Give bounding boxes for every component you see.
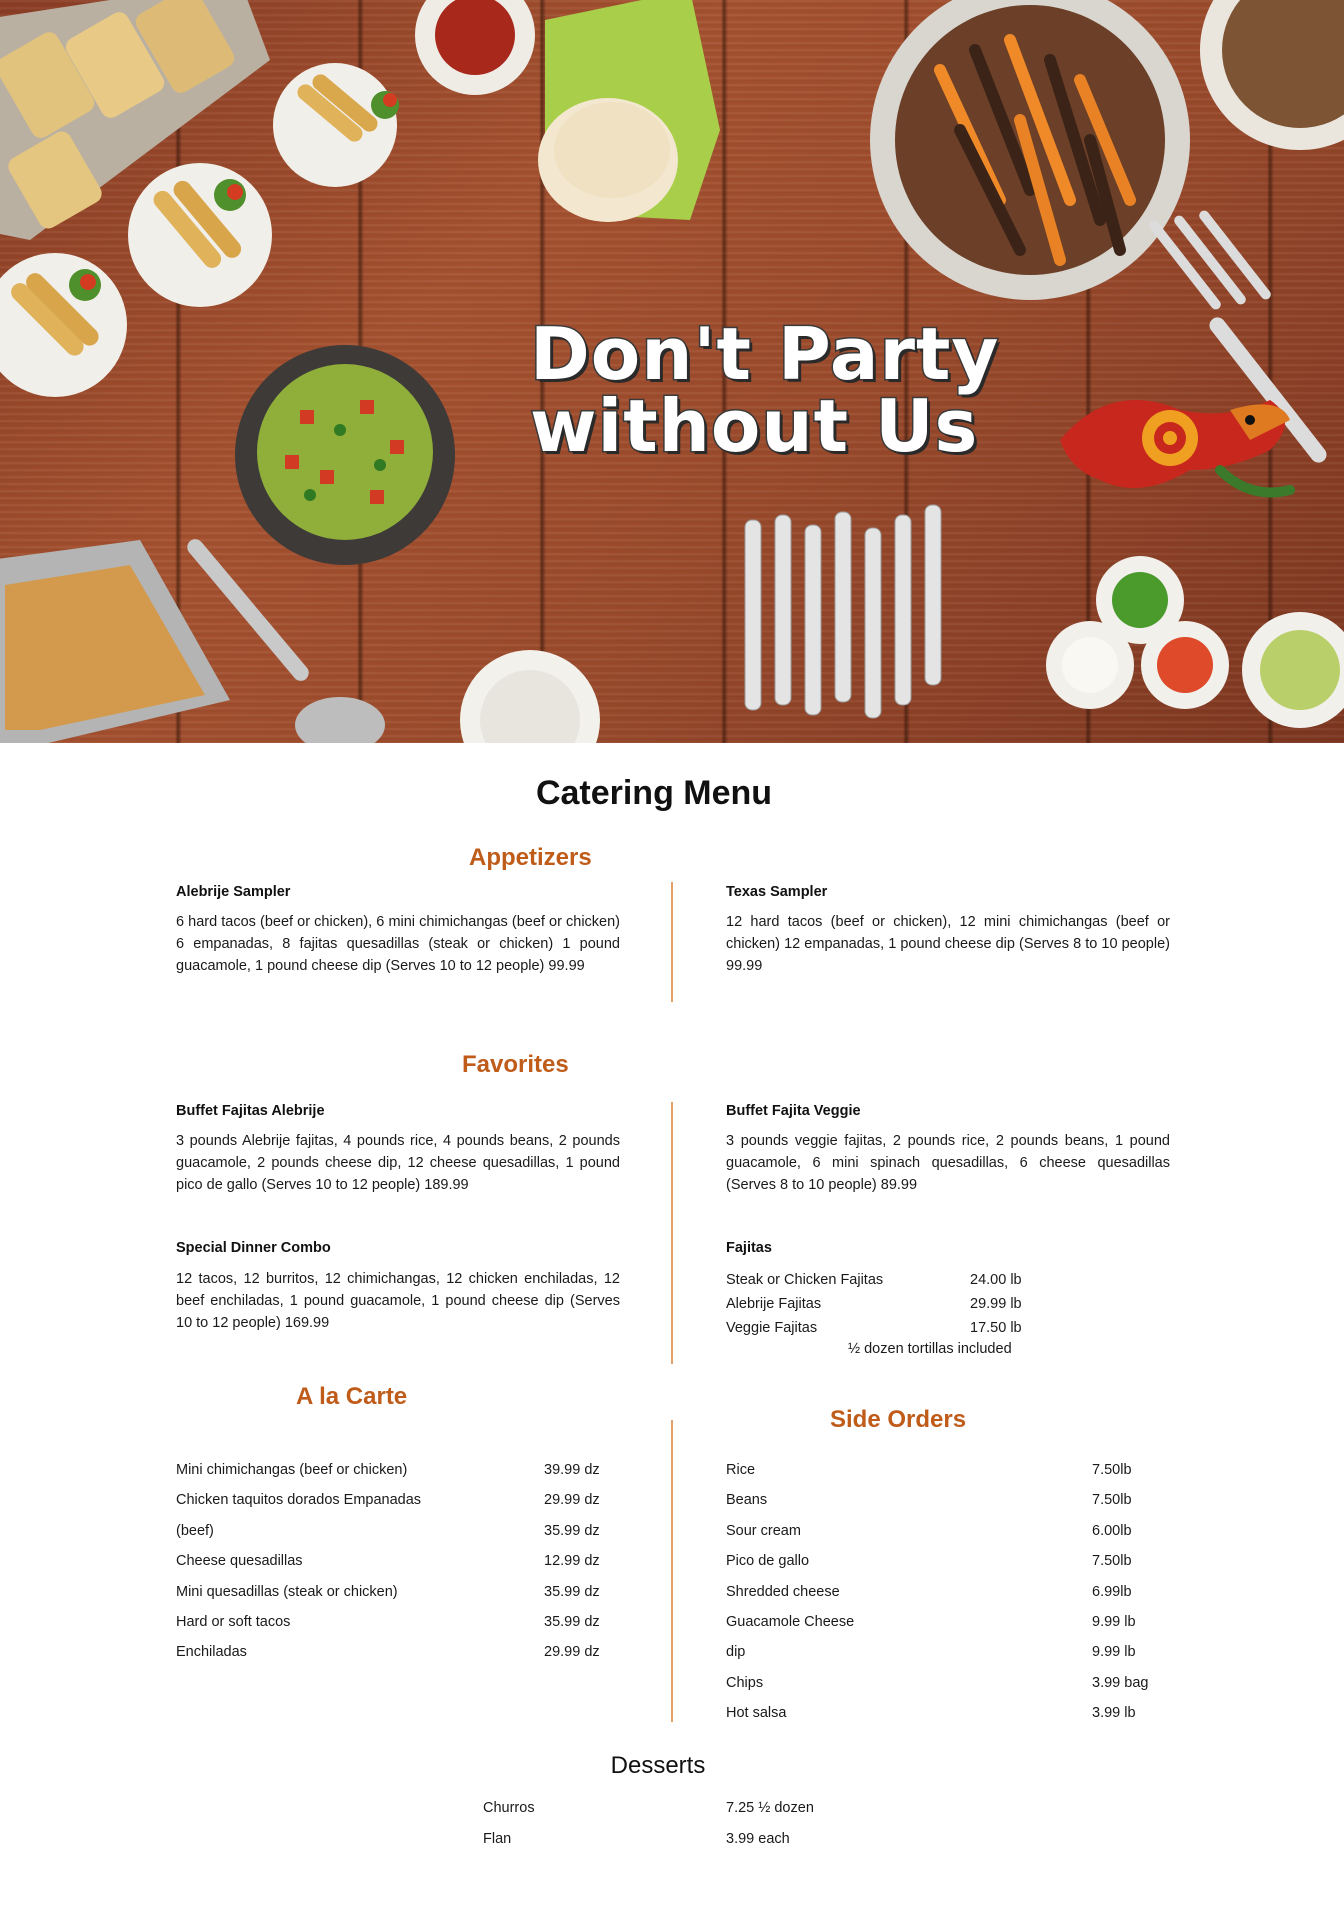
item-desc-alebrije-sampler: 6 hard tacos (beef or chicken), 6 mini chimichangas (beef or chicken) 6 empanadas, 8 fajitas quesadillas (steak or chicken) 1 pound guacamole, 1 pound cheese dip (Serves 10 to 12 people) 99.99 [176,914,620,974]
dessert-row-name: Flan [483,1831,512,1847]
item-title-alebrije-sampler: Alebrije Sampler [176,884,291,900]
side-order-row-price: 7.50lb [1092,1492,1132,1509]
side-order-row-name: Rice [726,1462,756,1478]
alebrije-logo [1060,400,1290,493]
a-la-carte-row-price: 29.99 dz [544,1644,600,1661]
salsa-bowl [415,0,535,95]
fajitas-row-price: 29.99 lb [970,1296,1022,1312]
a-la-carte-row-name: Cheese quesadillas [176,1553,303,1570]
side-order-row-price: 9.99 lb [1092,1644,1136,1661]
side-order-row-price: 7.50lb [1092,1553,1132,1570]
side-order-row-price: 6.99lb [1092,1583,1132,1600]
side-order-row-name: Pico de gallo [726,1553,810,1570]
item-title-buffet-fajitas-alebrije: Buffet Fajitas Alebrije [176,1103,325,1119]
side-order-row-price: 9.99 lb [1092,1614,1136,1630]
a-la-carte-row-name: Mini quesadillas (steak or chicken) [176,1583,398,1600]
dessert-row-price: 7.25 ½ dozen [726,1800,814,1816]
pico-bowl [1141,621,1229,709]
section-title-a-la-carte: A la Carte [296,1383,408,1410]
hero-banner [0,0,1344,743]
rice-tray [0,540,230,743]
fajitas-row-price: 17.50 lb [970,1320,1022,1336]
a-la-carte-row-price: 12.99 dz [544,1553,600,1570]
forks-row [745,505,941,718]
hero-headline [530,312,1000,468]
item-desc-texas-sampler: 12 hard tacos (beef or chicken), 12 mini chimichangas (beef or chicken) 12 empanadas, 1 pound cheese dip (Serves 8 to 10 people) 99.99 [726,914,1170,974]
item-title-fajitas: Fajitas [726,1240,772,1256]
section-title-favorites: Favorites [462,1051,569,1078]
flautas-plate [0,253,127,397]
a-la-carte-row-price: 29.99 dz [544,1492,600,1509]
a-la-carte-row-price: 35.99 dz [544,1522,600,1539]
shredded-meat-bowl [1200,0,1344,150]
side-order-row-name: Shredded cheese [726,1583,840,1600]
side-order-row-price: 7.50lb [1092,1462,1132,1478]
item-desc-special-dinner-combo: 12 tacos, 12 burritos, 12 chimichangas, 12 chicken enchiladas, 12 beef enchiladas, 1 pound guacamole, 1 pound cheese dip (Serves 10 to 12 people) 169.99 [176,1271,620,1331]
dessert-row-price: 3.99 each [726,1831,790,1847]
page-title: Catering Menu [535,774,773,812]
item-desc-buffet-fajitas-alebrije: 3 pounds Alebrije fajitas, 4 pounds rice, 4 pounds beans, 2 pounds guacamole, 2 pounds cheese dip, 12 cheese quesadillas, 1 pound pico de gallo (Serves 10 to 12 people) 189.99 [176,1133,620,1193]
side-order-row-name: Chips [726,1674,764,1691]
column-divider [671,1102,673,1364]
headline-line-1: Don't Party [530,312,1000,396]
section-title-appetizers: Appetizers [469,844,592,871]
side-order-row-name: dip [726,1644,746,1661]
item-title-texas-sampler: Texas Sampler [726,884,828,900]
side-order-row-name: Beans [726,1492,768,1509]
side-order-row-name: Guacamole Cheese [726,1614,855,1630]
a-la-carte-row-name: Chicken taquitos dorados Empanadas [176,1492,422,1509]
a-la-carte-row-price: 39.99 dz [544,1462,600,1478]
onion-bowl [1046,621,1134,709]
a-la-carte-row-price: 35.99 dz [544,1583,600,1600]
a-la-carte-row-name: Mini chimichangas (beef or chicken) [176,1462,408,1478]
a-la-carte-row-name: Enchiladas [176,1644,247,1661]
side-order-row-price: 6.00lb [1092,1522,1132,1539]
a-la-carte-row-price: 35.99 dz [544,1614,600,1630]
column-divider [671,1420,673,1722]
a-la-carte-row-name: (beef) [176,1522,214,1539]
side-order-row-name: Sour cream [726,1522,801,1539]
item-title-special-dinner-combo: Special Dinner Combo [176,1240,331,1256]
headline-line-2: without Us [530,384,979,468]
tortillas-napkin [538,0,720,222]
tortillas-note: ½ dozen tortillas included [848,1341,1012,1357]
salsa-verde-bowl [1242,612,1344,728]
section-title-desserts: Desserts [610,1752,706,1779]
fajitas-row-name: Steak or Chicken Fajitas [726,1272,884,1288]
side-order-row-price: 3.99 bag [1092,1674,1149,1691]
fajitas-platter [870,0,1190,300]
flautas-plate [273,63,399,187]
column-divider [671,882,673,1002]
a-la-carte-row-name: Hard or soft tacos [176,1614,291,1630]
serving-spoon [184,536,385,743]
section-title-side-orders: Side Orders [830,1406,967,1433]
item-desc-buffet-fajita-veggie: 3 pounds veggie fajitas, 2 pounds rice, 2 pounds beans, 1 pound guacamole, 6 mini spinach quesadillas, 6 cheese quesadillas (Serves 8 to 10 people) 89.99 [726,1133,1170,1193]
guacamole-bowl [235,345,455,565]
plate [460,650,600,743]
fajitas-row-name: Veggie Fajitas [726,1320,818,1336]
side-order-row-price: 3.99 lb [1092,1705,1136,1722]
fajitas-row-name: Alebrije Fajitas [726,1296,822,1312]
side-order-row-name: Hot salsa [726,1705,787,1722]
flautas-plate [128,163,272,307]
dessert-row-name: Churros [483,1800,535,1816]
item-title-buffet-fajita-veggie: Buffet Fajita Veggie [726,1103,861,1119]
fajitas-row-price: 24.00 lb [970,1272,1022,1288]
